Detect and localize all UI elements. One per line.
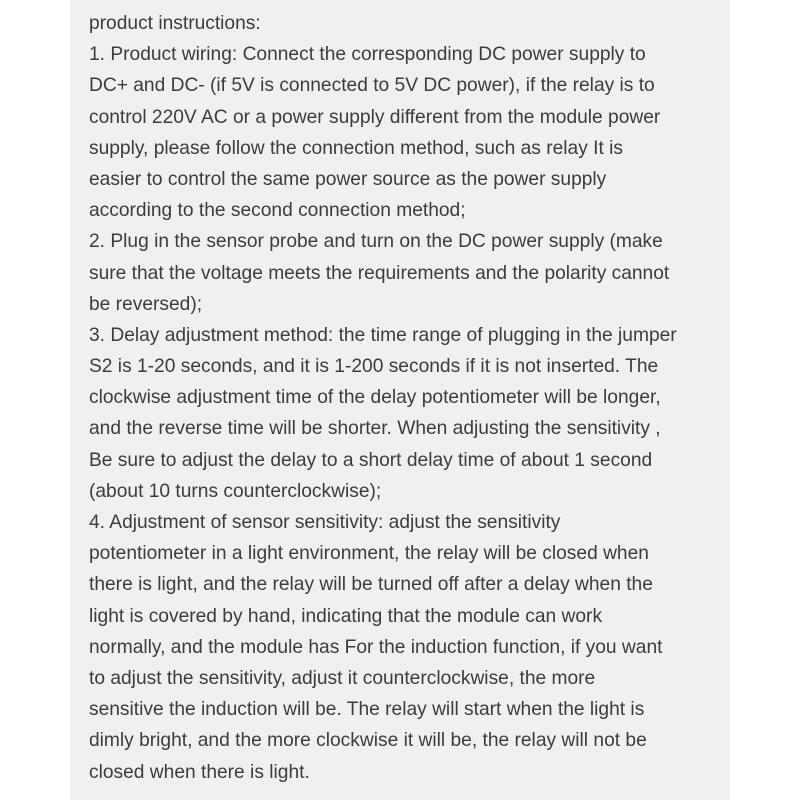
text-line: dimly bright, and the more clockwise it will be, the relay will not be (89, 730, 647, 752)
text-line: be reversed); (89, 293, 203, 315)
text-line: DC+ and DC- (if 5V is connected to 5V DC power), if the relay is to (89, 75, 655, 97)
text-line: light is covered by hand, indicating that the module can work (89, 605, 603, 627)
instructions-heading: product instructions: (89, 13, 261, 34)
text-line: (about 10 turns counterclockwise); (89, 480, 382, 502)
product-instructions-text (89, 8, 729, 788)
text-line: sure that the voltage meets the requirements and the polarity cannot (89, 262, 670, 284)
text-line: 4. Adjustment of sensor sensitivity: adjust the sensitivity (89, 512, 561, 533)
text-line: according to the second connection method; (89, 200, 466, 222)
text-line: sensitive the induction will be. The relay will start when the light is (89, 699, 645, 721)
text-line: S2 is 1-20 seconds, and it is 1-200 seconds if it is not inserted. The (89, 356, 659, 378)
text-line: easier to control the same power source as the power supply (89, 168, 607, 190)
text-line: 1. Product wiring: Connect the corresponding DC power supply to (89, 44, 646, 66)
text-line: Be sure to adjust the delay to a short delay time of about 1 second (89, 449, 653, 471)
text-line: 2. Plug in the sensor probe and turn on the DC power supply (make (89, 231, 663, 253)
text-line: and the reverse time will be shorter. When adjusting the sensitivity , (89, 418, 661, 440)
text-line: potentiometer in a light environment, the relay will be closed when (89, 543, 649, 565)
text-line: normally, and the module has For the induction function, if you want (89, 636, 663, 658)
text-line: to adjust the sensitivity, adjust it counterclockwise, the more (89, 667, 596, 689)
text-line: there is light, and the relay will be turned off after a delay when the (89, 574, 653, 596)
text-line: supply, please follow the connection method, such as relay It is (89, 137, 623, 159)
text-line: 3. Delay adjustment method: the time range of plugging in the jumper (89, 324, 677, 346)
text-line: closed when there is light. (89, 761, 310, 783)
text-line: control 220V AC or a power supply different from the module power (89, 106, 661, 128)
text-line: clockwise adjustment time of the delay potentiometer will be longer, (89, 387, 661, 409)
